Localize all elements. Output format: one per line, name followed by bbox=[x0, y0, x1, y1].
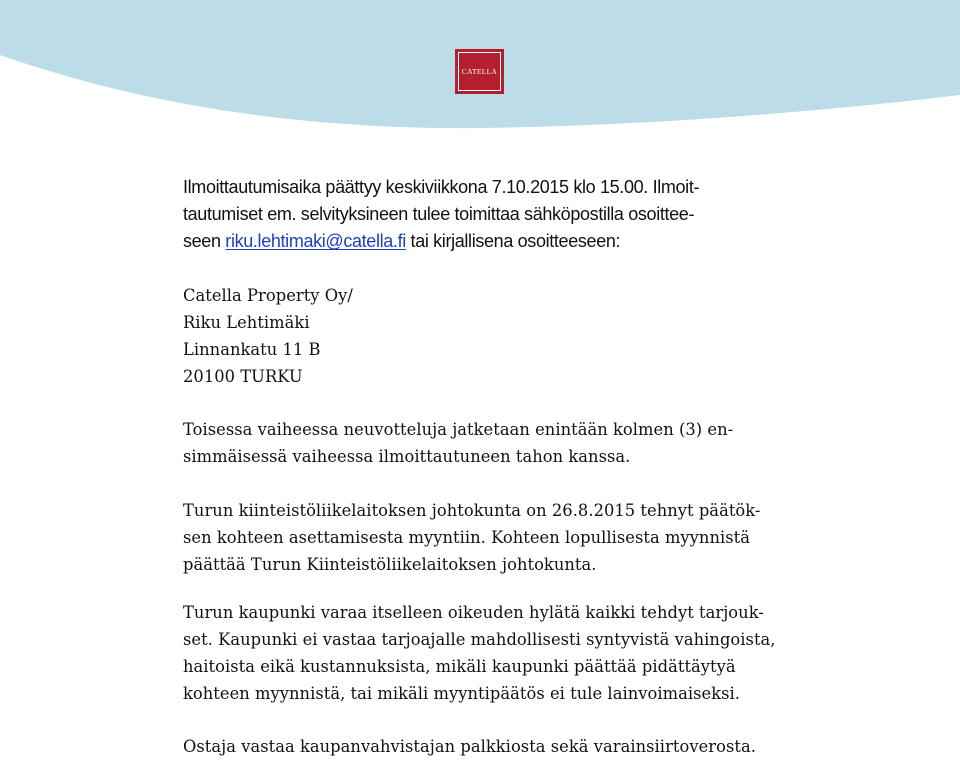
board-decision-line-2: sen kohteen asettamisesta myyntiin. Kohteen lopullisesta myynnistä bbox=[183, 528, 751, 547]
registration-deadline-suffix: tai kirjallisena osoitteeseen: bbox=[405, 231, 621, 251]
address-street: Linnankatu 11 B bbox=[183, 340, 321, 359]
catella-logo-text: CATELLA bbox=[458, 52, 501, 91]
city-rights-line-4: kohteen myynnistä, tai mikäli myyntipäätös ei tule lainvoimaiseksi. bbox=[183, 684, 740, 703]
negotiation-paragraph-line-1: Toisessa vaiheessa neuvotteluja jatketaan enintään kolmen (3) en- bbox=[183, 420, 734, 439]
board-decision-line-1: Turun kiinteistöliikelaitoksen johtokunta on 26.8.2015 tehnyt päätök- bbox=[183, 501, 761, 520]
address-person: Riku Lehtimäki bbox=[183, 313, 310, 332]
registration-deadline-line-2: tautumiset em. selvityksineen tulee toimittaa sähköpostilla osoittee- bbox=[183, 204, 695, 224]
negotiation-paragraph-line-2: simmäisessä vaiheessa ilmoittautuneen tahon kanssa. bbox=[183, 447, 631, 466]
registration-deadline-line-3 bbox=[183, 228, 620, 255]
buyer-costs-line: Ostaja vastaa kaupanvahvistajan palkkiosta sekä varainsiirtoverosta. bbox=[183, 737, 756, 756]
address-city: 20100 TURKU bbox=[183, 367, 303, 386]
city-rights-line-2: set. Kaupunki ei vastaa tarjoajalle mahdollisesti syntyvistä vahingoista, bbox=[183, 630, 776, 649]
registration-deadline-prefix: seen bbox=[183, 231, 226, 251]
city-rights-line-3: haitoista eikä kustannuksista, mikäli kaupunki päättää pidättäytyä bbox=[183, 657, 736, 676]
registration-deadline-line-1: Ilmoittautumisaika päättyy keskiviikkona 7.10.2015 klo 15.00. Ilmoit- bbox=[183, 177, 700, 197]
contact-email-link[interactable]: riku.lehtimaki@catella.fi bbox=[225, 231, 406, 251]
address-company: Catella Property Oy/ bbox=[183, 286, 353, 305]
board-decision-line-3: päättää Turun Kiinteistöliikelaitoksen johtokunta. bbox=[183, 555, 597, 574]
city-rights-line-1: Turun kaupunki varaa itselleen oikeuden hylätä kaikki tehdyt tarjouk- bbox=[183, 603, 764, 622]
catella-logo bbox=[455, 49, 504, 94]
